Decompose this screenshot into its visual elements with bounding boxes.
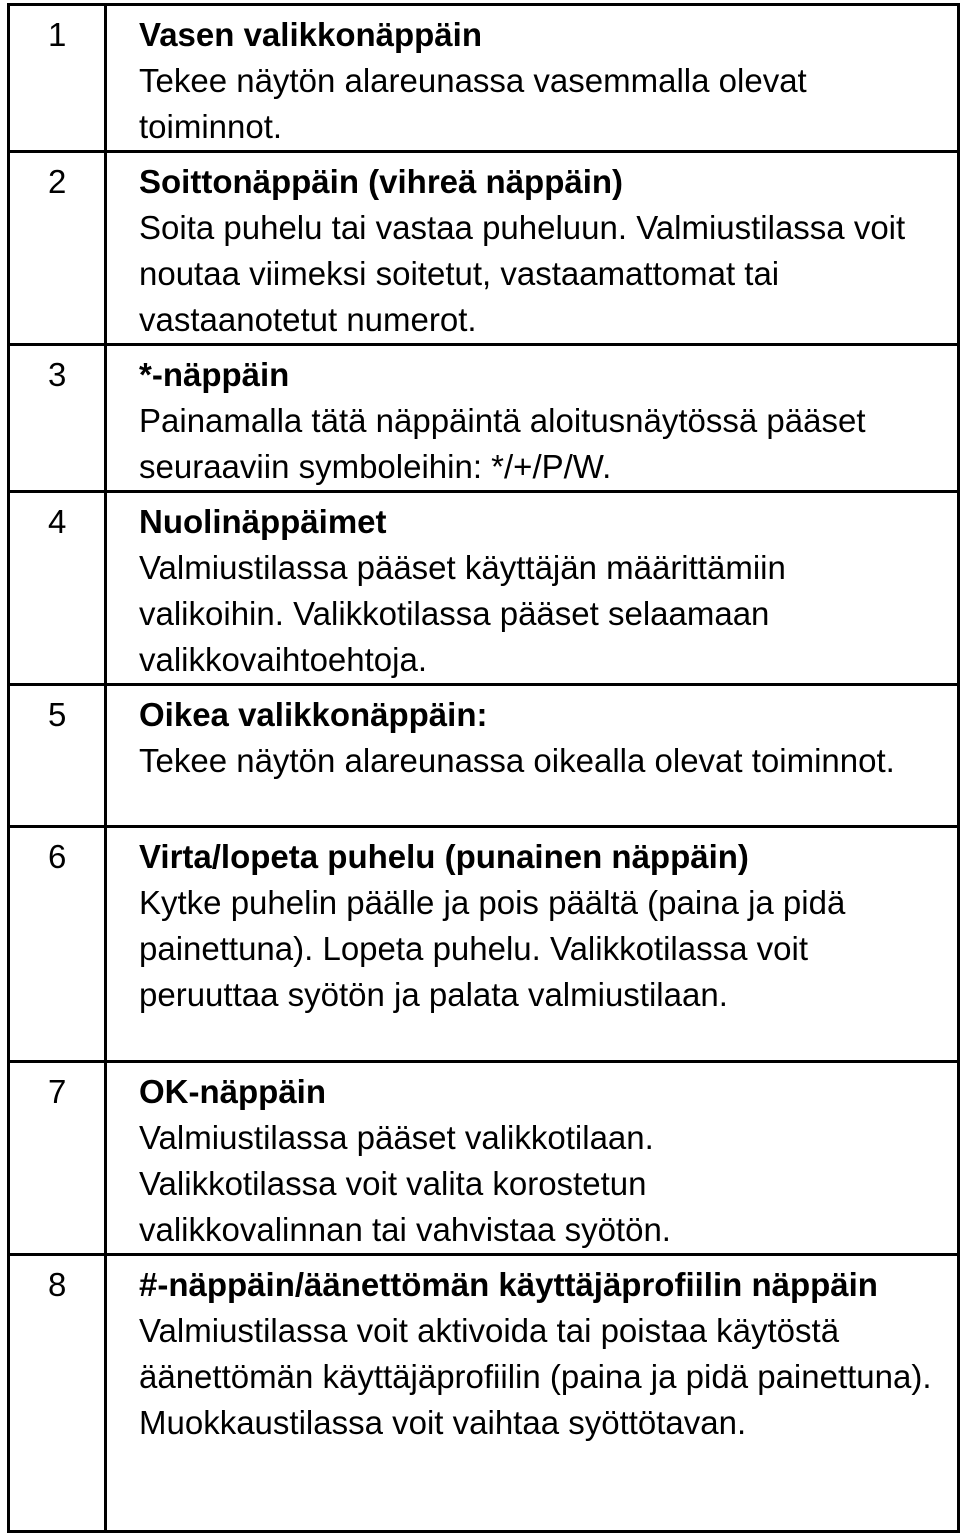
item-title: Virta/lopeta puhelu (punainen näppäin): [139, 838, 749, 875]
item-content: [106, 1062, 959, 1255]
item-number: 5: [9, 685, 106, 827]
table-row: [9, 152, 959, 345]
item-description: Tekee näytön alareunassa oikealla olevat toiminnot.: [139, 742, 895, 779]
item-content: [106, 492, 959, 685]
item-title: Vasen valikkonäppäin: [139, 16, 482, 53]
item-number: 2: [9, 152, 106, 345]
item-description: Soita puhelu tai vastaa puheluun. Valmiustilassa voit noutaa viimeksi soitetut, vastaamattomat tai vastaanotetut numerot.: [139, 209, 906, 338]
item-description: Kytke puhelin päälle ja pois päältä (paina ja pidä painettuna). Lopeta puhelu. Valikkotilassa voit peruuttaa syötön ja palata valmiustilaan.: [139, 884, 846, 1013]
item-title: Nuolinäppäimet: [139, 503, 387, 540]
item-description: Valmiustilassa pääset käyttäjän määrittämiin valikoihin. Valikkotilassa pääset selaamaan valikkovaihtoehtoja.: [139, 549, 786, 678]
item-title: OK-näppäin: [139, 1073, 326, 1110]
item-title: Soittonäppäin (vihreä näppäin): [139, 163, 624, 200]
item-number: 3: [9, 345, 106, 492]
table-row: [9, 345, 959, 492]
item-content: [106, 152, 959, 345]
item-title: #-näppäin/äänettömän käyttäjäprofiilin näppäin: [139, 1266, 878, 1303]
item-description: Valmiustilassa pääset valikkotilaan. Valikkotilassa voit valita korostetun valikkovalinnan tai vahvistaa syötön.: [139, 1119, 671, 1248]
item-number: 6: [9, 827, 106, 1062]
table-row: [9, 1062, 959, 1255]
table-row: [9, 492, 959, 685]
item-content: [106, 5, 959, 152]
table-row: [9, 1255, 959, 1532]
item-number: 1: [9, 5, 106, 152]
table-row: [9, 5, 959, 152]
table-row: [9, 685, 959, 827]
key-description-table: [7, 3, 960, 1533]
item-number: 7: [9, 1062, 106, 1255]
item-title: Oikea valikkonäppäin:: [139, 696, 488, 733]
item-content: [106, 827, 959, 1062]
item-content: [106, 345, 959, 492]
item-description: Painamalla tätä näppäintä aloitusnäytössä pääset seuraaviin symboleihin: */+/P/W.: [139, 402, 866, 485]
item-description: Tekee näytön alareunassa vasemmalla olevat toiminnot.: [139, 62, 807, 145]
item-content: [106, 685, 959, 827]
table-row: [9, 827, 959, 1062]
item-description: Valmiustilassa voit aktivoida tai poistaa käytöstä äänettömän käyttäjäprofiilin (paina ja pidä painettuna). Muokkaustilassa voit vaihtaa syöttötavan.: [139, 1312, 932, 1441]
item-title: *-näppäin: [139, 356, 290, 393]
item-number: 4: [9, 492, 106, 685]
item-number: 8: [9, 1255, 106, 1532]
item-content: [106, 1255, 959, 1532]
